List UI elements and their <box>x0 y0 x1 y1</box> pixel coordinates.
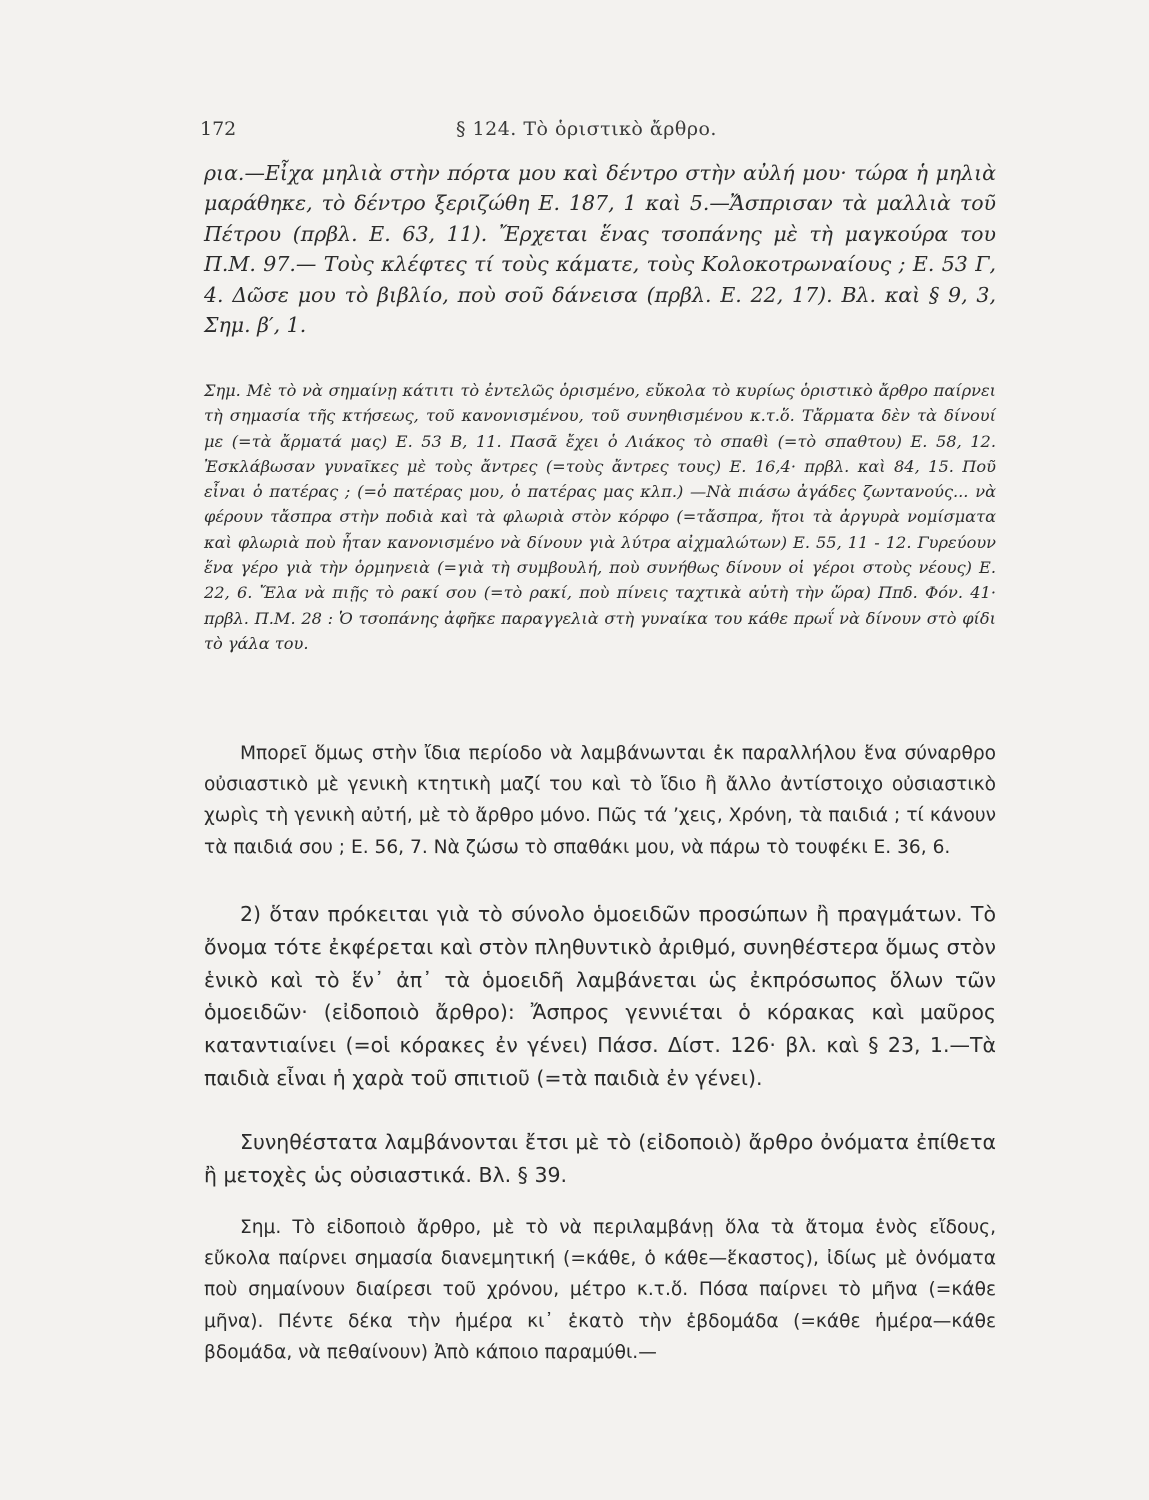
paragraph-5-block <box>204 1126 996 1192</box>
paragraph-1-block <box>204 158 996 340</box>
running-header <box>200 118 1000 148</box>
section-title: § 124. Τὸ ὁριστικὸ ἄρθρο. <box>456 118 717 140</box>
paragraph-2-block <box>204 378 996 656</box>
paragraph-examples-continued: ρια.—Εἶχα μηλιὰ στὴν πόρτα μου καὶ δέντρο στὴν αὐλή μου· τώρα ἡ μηλιὰ μαράθηκε, τὸ δέντρο ξεριζώθη Ε. 187, 1 καὶ 5.—Ἄσπρισαν τὰ μαλλιὰ τοῦ Πέτρου (πρβλ. Ε. 63, 11). Ἔρχεται ἕνας τσοπάνης μὲ τὴ μαγκούρα του Π.Μ. 97.— Τοὺς κλέφτες τί τοὺς κάματε, τοὺς Κολοκοτρωναίους ; Ε. 53 Γ, 4. Δῶσε μου τὸ βιβλίο, ποὺ σοῦ δάνεισα (πρβλ. Ε. 22, 17). Βλ. καὶ § 9, 3, Σημ. β′, 1. <box>204 161 996 338</box>
paragraph-substantivized: Συνηθέστατα λαμβάνονται ἔτσι μὲ τὸ (εἰδοποιὸ) ἄρθρο ὀνόματα ἐπίθετα ἢ μετοχὲς ὡς οὐσιαστικά. Βλ. § 39. <box>204 1130 996 1187</box>
paragraph-generic-article: 2) ὅταν πρόκειται γιὰ τὸ σύνολο ὁμοειδῶν προσώπων ἢ πραγμάτων. Τὸ ὄνομα τότε ἐκφέρεται καὶ στὸν πληθυντικὸ ἀριθμό, συνηθέστερα ὅμως στὸν ἑνικὸ καὶ τὸ ἕν᾽ ἀπ᾽ τὰ ὁμοειδῆ λαμβάνεται ὡς ἐκπρόσωπος ὅλων τῶν ὁμοειδῶν· (εἰδοποιὸ ἄρθρο): Ἄσπρος γεννιέται ὁ κόρακας καὶ μαῦρος καταντιαίνει (=οἱ κόρακες ἐν γένει) Πάσσ. Δίστ. 126· βλ. καὶ § 23, 1.—Τὰ παιδιὰ εἶναι ἡ χαρὰ τοῦ σπιτιοῦ (=τὰ παιδιὰ ἐν γένει). <box>204 902 996 1090</box>
paragraph-4-block <box>204 898 996 1095</box>
paragraph-parallel-usage: Μπορεῖ ὅμως στὴν ἴδια περίοδο νὰ λαμβάνωνται ἐκ παραλλήλου ἕνα σύναρθρο οὐσιαστικὸ μὲ γενικὴ κτητικὴ μαζί του καὶ τὸ ἴδιο ἢ ἄλλο ἀντίστοιχο οὐσιαστικὸ χωρὶς τὴ γενικὴ αὐτή, μὲ τὸ ἄρθρο μόνο. Πῶς τά ’χεις, Χρόνη, τὰ παιδιά ; τί κάνουν τὰ παιδιά σου ; Ε. 56, 7. Νὰ ζώσω τὸ σπαθάκι μου, νὰ πάρω τὸ τουφέκι Ε. 36, 6. <box>204 743 996 858</box>
paragraph-3-block <box>204 738 996 863</box>
note-possession: Σημ. Μὲ τὸ νὰ σημαίνῃ κάτιτι τὸ ἐντελῶς ὁρισμένο, εὔκολα τὸ κυρίως ὁριστικὸ ἄρθρο παίρνει τὴ σημασία τῆς κτήσεως, τοῦ κανονισμένου, τοῦ συνηθισμένου κ.τ.ὅ. Τἄρματα δὲν τὰ δίνουί με (=τὰ ἄρματά μας) Ε. 53 Β, 11. Πασᾶ ἔχει ὁ Λιάκος τὸ σπαθὶ (=τὸ σπαθτου) Ε. 58, 12. Ἐσκλάβωσαν γυναῖκες μὲ τοὺς ἄντρες (=τοὺς ἄντρες τους) Ε. 16,4· πρβλ. καὶ 84, 15. Ποῦ εἶναι ὁ πατέρας ; (=ὁ πατέρας μου, ὁ πατέρας μας κλπ.) —Νὰ πιάσω ἀγάδες ζωντανούς... νὰ φέρουν τἄσπρα στὴν ποδιὰ καὶ τὰ φλωριὰ στὸν κόρφο (=τἄσπρα, ἤτοι τὰ ἀργυρὰ νομίσματα καὶ φλωριὰ ποὺ ἦταν κανονισμένο νὰ δίνουν γιὰ λύτρα αἰχμαλώτων) Ε. 55, 11 - 12. Γυρεύουν ἕνα γέρο γιὰ τὴν ὁρμηνειὰ (=γιὰ τὴ συμβουλή, ποὺ συνήθως δίνουν οἱ γέροι στοὺς νέους) Ε. 22, 6. Ἔλα νὰ πιῇς τὸ ρακί σου (=τὸ ρακί, ποὺ πίνεις ταχτικὰ αὐτὴ τὴν ὥρα) Ππδ. Φόν. 41· πρβλ. Π.Μ. 28 : Ὁ τσοπάνης ἀφῆκε παραγγελιὰ στὴ γυναίκα του κάθε πρωΐ νὰ δίνουν στὸ φίδι τὸ γάλα του. <box>204 381 996 653</box>
paragraph-6-block <box>204 1212 996 1368</box>
page-number: 172 <box>200 118 237 140</box>
note-distributive: Σημ. Τὸ εἰδοποιὸ ἄρθρο, μὲ τὸ νὰ περιλαμβάνῃ ὅλα τὰ ἄτομα ἑνὸς εἴδους, εὔκολα παίρνει σημασία διανεμητική (=κάθε, ὁ κάθε—ἕκαστος), ἰδίως μὲ ὀνόματα ποὺ σημαίνουν διαίρεσι τοῦ χρόνου, μέτρο κ.τ.ὅ. Πόσα παίρνει τὸ μῆνα (=κάθε μῆνα). Πέντε δέκα τὴν ἡμέρα κι᾽ ἑκατὸ τὴν ἑβδομάδα (=κάθε ἡμέρα—κάθε βδομάδα, νὰ πεθαίνουν) Ἀπὸ κάποιο παραμύθι.— <box>204 1217 996 1363</box>
